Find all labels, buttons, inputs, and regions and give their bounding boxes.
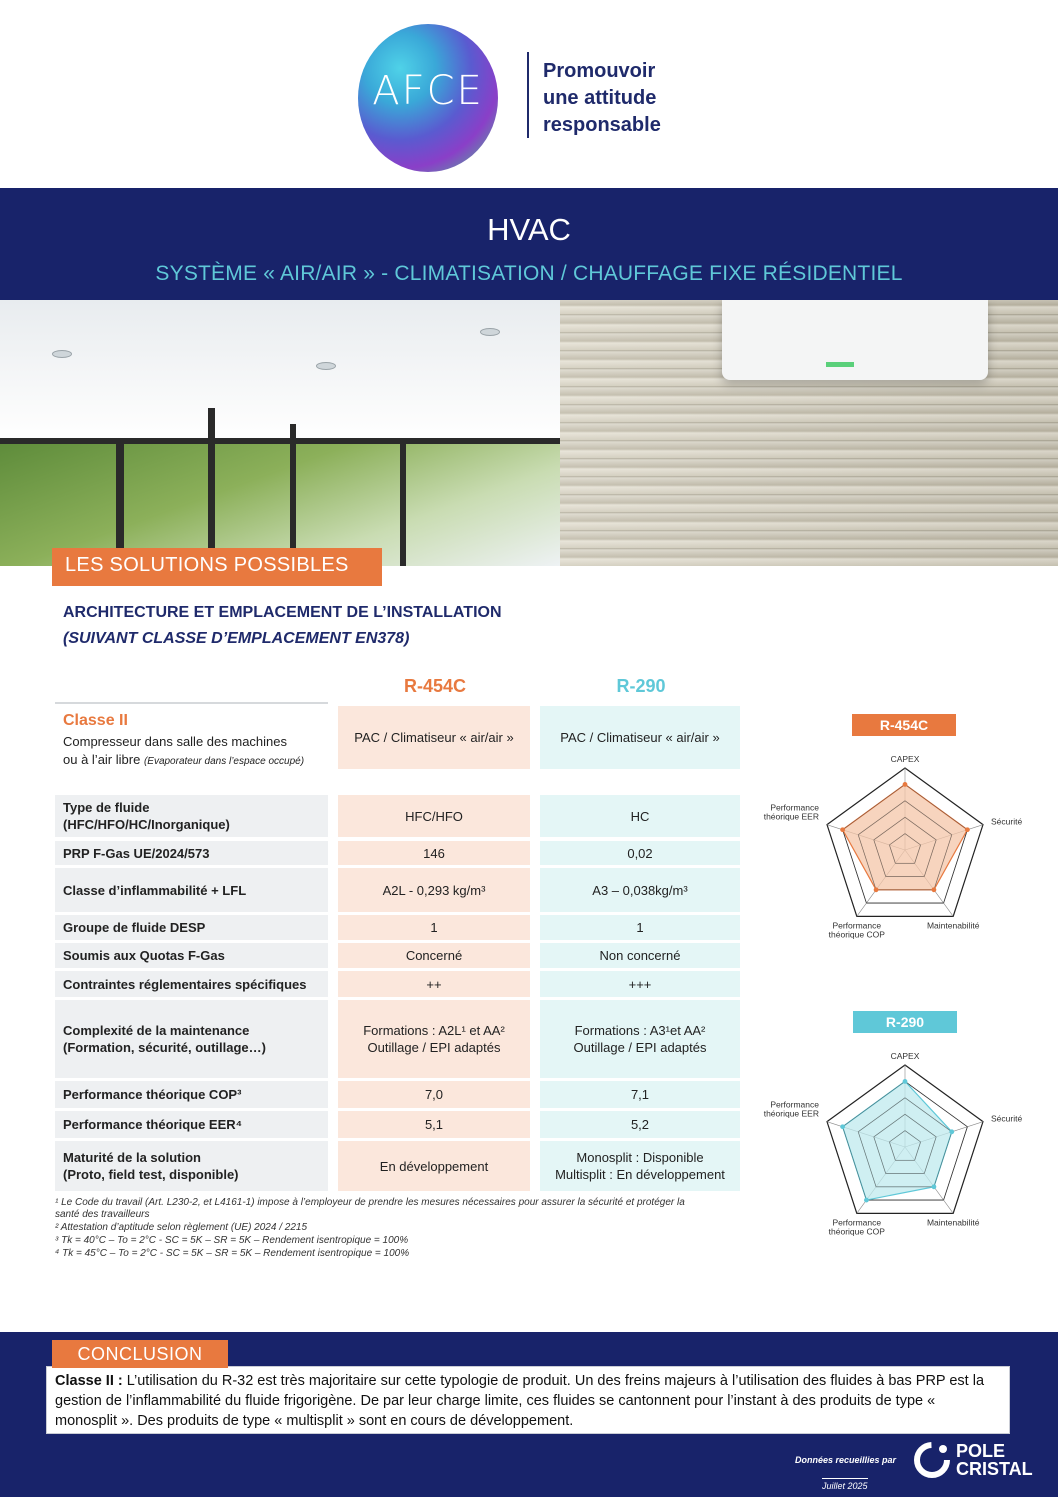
section-tab: LES SOLUTIONS POSSIBLES: [52, 548, 382, 586]
logo-text: AFCE: [372, 68, 484, 114]
radar-point: [874, 887, 879, 892]
radar-axis-label: Sécurité: [990, 816, 1023, 827]
pole-cristal-text: [956, 1442, 1033, 1478]
window-frame: [208, 408, 215, 566]
radar-point: [932, 1184, 937, 1189]
conclusion-box: [46, 1366, 1010, 1434]
tagline-line: Promouvoir: [543, 60, 656, 82]
radar-axis-label: Maintenabilité: [926, 1217, 980, 1228]
table-cell-r454c: En développement: [338, 1141, 530, 1191]
radar-point: [965, 827, 970, 832]
table-cell-r290: 0,02: [540, 841, 740, 865]
page-title: HVAC: [487, 212, 571, 247]
pole-cristal-logo-icon: [912, 1440, 952, 1480]
radar-point: [840, 1124, 845, 1129]
conclusion-lead: Classe II :: [55, 1373, 127, 1389]
table-cell-r454c: Formations : A2L¹ et AA² Outillage / EPI adaptés: [338, 1000, 530, 1078]
column-header-r454c: R-454C: [403, 676, 467, 696]
footnote: ¹ Le Code du travail (Art. L230-2, et L4161-1) impose à l’employeur de prendre les mesures nécessaires pour assurer la sécurité et protéger la: [55, 1197, 685, 1208]
radar-point: [864, 1198, 869, 1203]
table-cell-r290: HC: [540, 795, 740, 837]
window-frame: [400, 438, 406, 566]
table-row-label: Type de fluide (HFC/HFO/HC/Inorganique): [55, 795, 328, 837]
radar-point: [932, 887, 937, 892]
radar-axis-label: Performance théorique EER: [763, 802, 820, 822]
section-subtitle: (SUIVANT CLASSE D’EMPLACEMENT EN378): [63, 630, 410, 647]
radar-axis-label: Performance théorique COP: [828, 1217, 885, 1237]
window-frame: [290, 424, 296, 566]
radar-point: [949, 1129, 954, 1134]
classe-cell-r454c: PAC / Climatiseur « air/air »: [338, 706, 530, 769]
radar-title-r454c: R-454C: [852, 714, 956, 736]
column-header-r290: R-290: [616, 676, 666, 696]
data-source-note: Données recueillies par: [795, 1455, 897, 1465]
section-title: ARCHITECTURE ET EMPLACEMENT DE L’INSTALLATION: [63, 604, 502, 621]
table-cell-r454c: 146: [338, 841, 530, 865]
classe-line-note: (Evaporateur dans l’espace occupé): [143, 756, 305, 767]
table-cell-r454c: A2L - 0,293 kg/m³: [338, 868, 530, 912]
window-frame: [0, 438, 560, 444]
radar-axis-label: CAPEX: [890, 754, 920, 764]
table-row-label: Classe d’inflammabilité + LFL: [55, 868, 328, 912]
table-cell-r290: 7,1: [540, 1081, 740, 1108]
radar-axis-label: Sécurité: [990, 1113, 1023, 1124]
conclusion-tab: CONCLUSION: [52, 1340, 228, 1368]
table-cell-r290: A3 – 0,038kg/m³: [540, 868, 740, 912]
classe-line: [63, 752, 304, 767]
table-row-label: Complexité de la maintenance (Formation, sécurité, outillage…): [55, 1000, 328, 1078]
brand-line: CRISTAL: [956, 1459, 1033, 1479]
tagline: [543, 58, 661, 139]
tagline-line: une attitude: [543, 87, 657, 109]
ac-led: [826, 362, 854, 367]
table-cell-r454c: HFC/HFO: [338, 795, 530, 837]
data-date: Juillet 2025: [822, 1478, 868, 1491]
table-cell-r290: Monosplit : Disponible Multisplit : En développement: [540, 1141, 740, 1191]
footnote: ⁴ Tk = 45°C – To = 2°C - SC = 5K – SR = 5K – Rendement isentropique = 100%: [55, 1248, 410, 1259]
table-cell-r454c: ++: [338, 971, 530, 997]
conclusion-text: L’utilisation du R-32 est très majoritaire sur cette typologie de produit. Un des freins majeurs à l’utilisation des fluides à bas PRP est la gestion de l’inflammabilité du fluide frigorigène. De par leur charge limite, ces fluides se cantonnent pour l’instant à des produits de type « monosplit ». Des produits de type « multisplit » sont en cours de développement.: [55, 1373, 985, 1429]
ceiling-spot: [316, 362, 336, 370]
table-row-label: Performance théorique COP³: [55, 1081, 328, 1108]
photo-ceiling: [0, 300, 560, 440]
radar-axis-label: Performance théorique COP: [828, 920, 885, 940]
radar-point: [903, 1079, 908, 1084]
classe-line: Compresseur dans salle des machines: [63, 734, 287, 749]
table-row-label: Performance théorique EER⁴: [55, 1111, 328, 1138]
table-row-label: Maturité de la solution (Proto, field test, disponible): [55, 1141, 328, 1191]
radar-axis-label: Performance théorique EER: [763, 1099, 820, 1119]
table-cell-r454c: Concerné: [338, 943, 530, 968]
table-cell-r290: Formations : A3¹et AA² Outillage / EPI adaptés: [540, 1000, 740, 1078]
table-cell-r454c: 7,0: [338, 1081, 530, 1108]
hero-photo: [0, 300, 1058, 566]
table-cell-r454c: 1: [338, 915, 530, 940]
table-row-label: Soumis aux Quotas F-Gas: [55, 943, 328, 968]
ac-unit: [722, 300, 988, 380]
footnote: ³ Tk = 40°C – To = 2°C - SC = 5K – SR = 5K – Rendement isentropique = 100%: [55, 1235, 409, 1246]
table-row-label: Groupe de fluide DESP: [55, 915, 328, 940]
radar-chart-r454c: [740, 738, 1040, 958]
radar-chart-r290: [740, 1035, 1040, 1260]
footnote: santé des travailleurs: [55, 1209, 150, 1220]
footnote: ² Attestation d’aptitude selon règlement (UE) 2024 / 2215: [55, 1222, 308, 1233]
radar-axis-label: CAPEX: [890, 1051, 920, 1061]
window-frame: [116, 438, 124, 566]
tagline-line: responsable: [543, 114, 661, 136]
radar-title-r290: R-290: [853, 1011, 957, 1033]
table-cell-r454c: 5,1: [338, 1111, 530, 1138]
table-cell-r290: 1: [540, 915, 740, 940]
ceiling-spot: [480, 328, 500, 336]
afce-logo: [358, 24, 498, 172]
table-row-label: Contraintes réglementaires spécifiques: [55, 971, 328, 997]
radar-point: [903, 782, 908, 787]
table-cell-r290: Non concerné: [540, 943, 740, 968]
classe-cell-r290: PAC / Climatiseur « air/air »: [540, 706, 740, 769]
radar-axis-label: Maintenabilité: [926, 920, 980, 931]
logo-separator: [527, 52, 529, 138]
page-subtitle: SYSTÈME « AIR/AIR » - CLIMATISATION / CHAUFFAGE FIXE RÉSIDENTIEL: [155, 262, 903, 285]
table-cell-r290: +++: [540, 971, 740, 997]
radar-point: [840, 827, 845, 832]
brand-line: POLE: [956, 1441, 1006, 1461]
ceiling-spot: [52, 350, 72, 358]
table-row-label: PRP F-Gas UE/2024/573: [55, 841, 328, 865]
classe-title: Classe II: [63, 712, 128, 729]
table-cell-r290: 5,2: [540, 1111, 740, 1138]
classe-line-text: ou à l’air libre: [63, 752, 144, 767]
